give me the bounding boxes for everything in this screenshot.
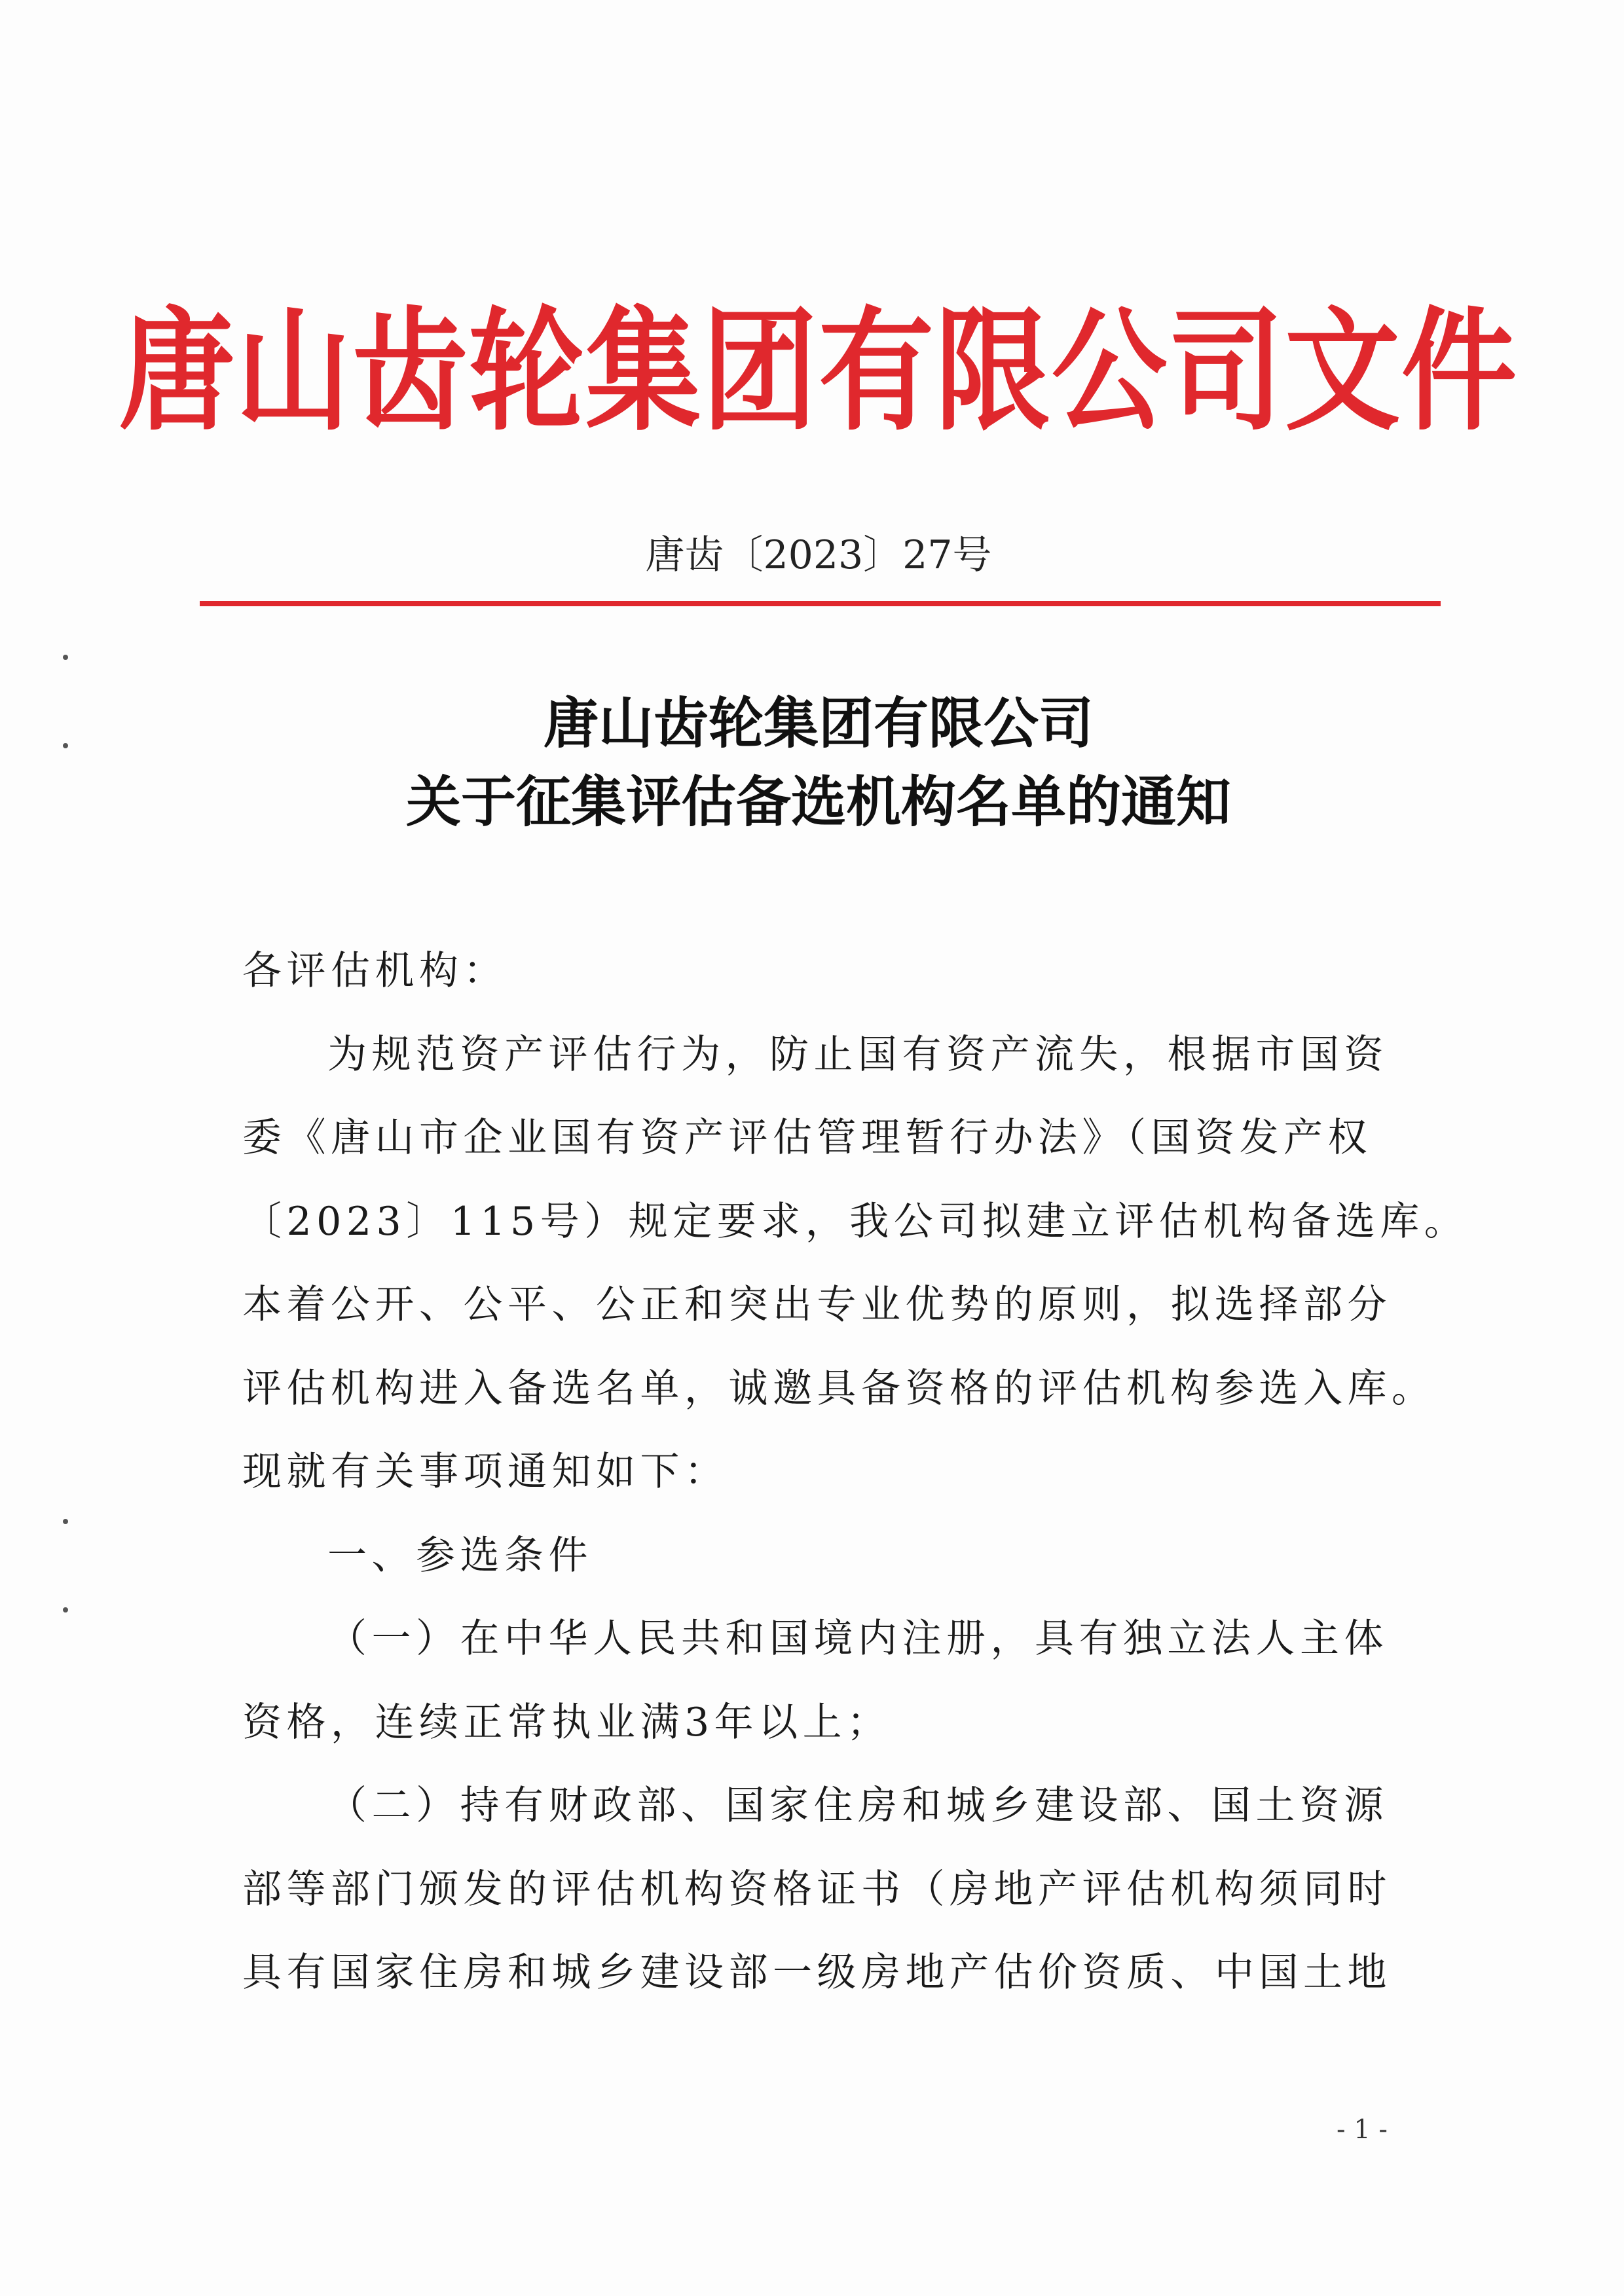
body-line: 评估机构进入备选名单，诚邀具备资格的评估机构参选入库。	[242, 1365, 1436, 1412]
page-number: - 1 -	[1337, 2115, 1388, 2145]
scan-speck	[63, 655, 68, 660]
masthead	[119, 262, 1519, 458]
body-line: 为规范资产评估行为，防止国有资产流失，根据市国资	[327, 1031, 1388, 1078]
salutation: 各评估机构：	[242, 948, 507, 994]
red-divider-line	[200, 601, 1441, 606]
document-number: 唐齿〔2023〕27号	[645, 532, 992, 578]
scan-speck	[63, 1607, 68, 1613]
title-line-2: 关于征集评估备选机构名单的通知	[405, 770, 1231, 834]
body-line: （一）在中华人民共和国境内注册，具有独立法人主体	[327, 1616, 1388, 1662]
body-line: 〔2023〕115号）规定要求，我公司拟建立评估机构备选库。	[242, 1198, 1469, 1245]
scan-speck	[63, 1519, 68, 1524]
notice-title	[196, 684, 1441, 841]
section-heading: 一、参选条件	[327, 1532, 593, 1578]
body-line: 本着公开、公平、公正和突出专业优势的原则，拟选择部分	[242, 1282, 1392, 1328]
body-line: （二）持有财政部、国家住房和城乡建设部、国土资源	[327, 1783, 1388, 1829]
body-line: 现就有关事项通知如下：	[242, 1449, 729, 1495]
masthead-title: 唐山齿轮集团有限公司文件	[119, 293, 1519, 449]
scan-speck	[63, 743, 68, 748]
body-line: 具有国家住房和城乡建设部一级房地产估价资质、中国土地	[242, 1950, 1392, 1995]
body-line: 部等部门颁发的评估机构资格证书（房地产评估机构须同时	[242, 1866, 1392, 1912]
body-line: 资格，连续正常执业满3年以上；	[242, 1699, 891, 1745]
body-line: 委《唐山市企业国有资产评估管理暂行办法》（国资发产权	[242, 1115, 1372, 1161]
body-text	[242, 930, 1469, 2015]
title-line-1: 唐山齿轮集团有限公司	[543, 691, 1094, 756]
